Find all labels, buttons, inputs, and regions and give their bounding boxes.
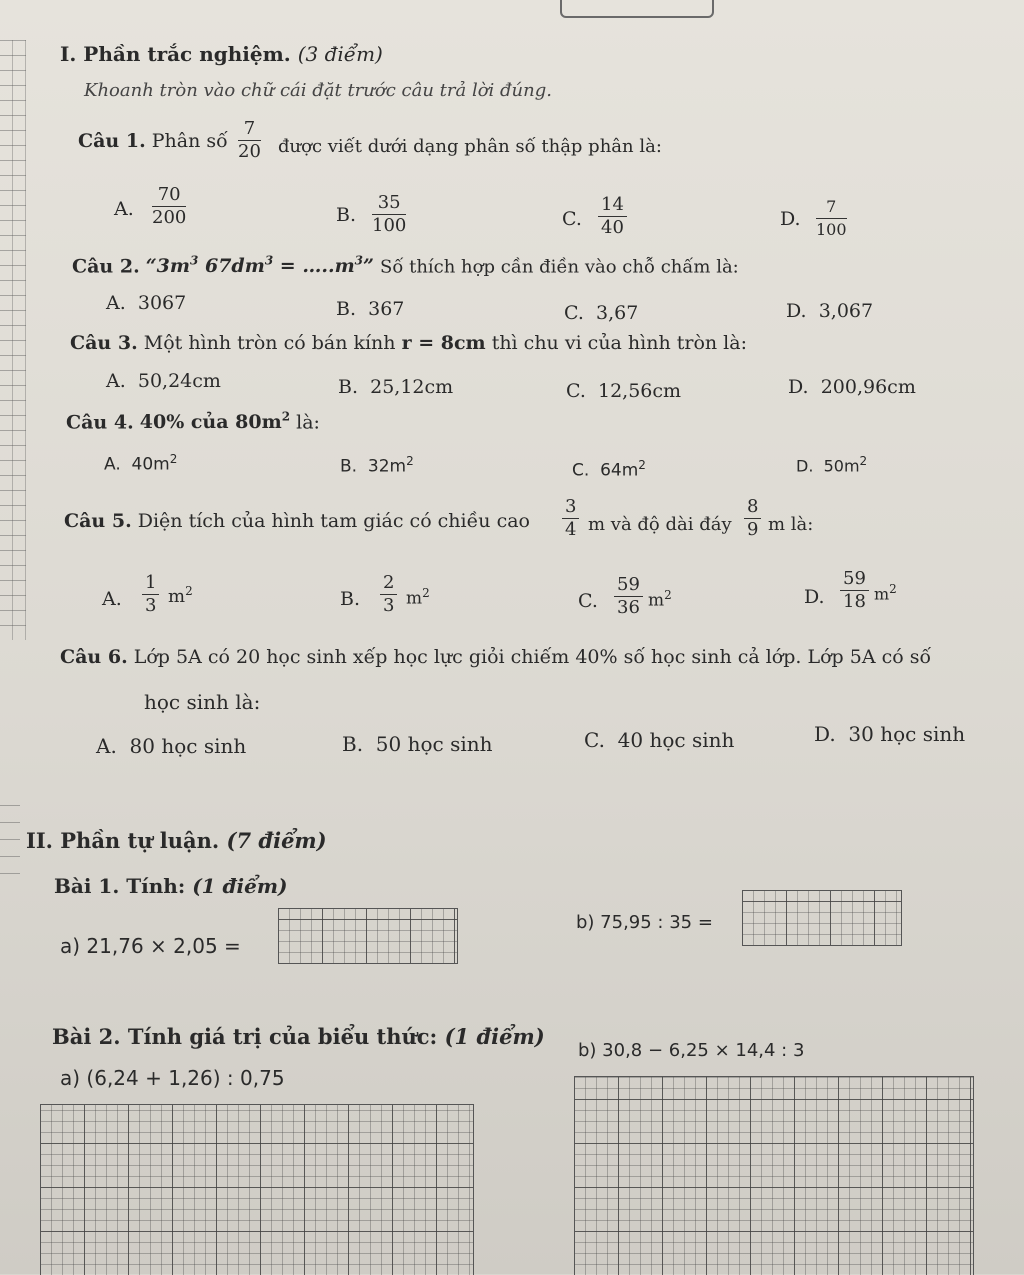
part2-heading [26,828,327,853]
q5-option-b-unit-text: m [406,588,423,609]
bai1-title [54,874,287,898]
q3-option-b-value: 25,12cm [370,376,454,398]
q5-option-d-num: 59 [840,568,869,591]
q1-option-c-num: 14 [598,194,627,217]
q2-option-c [564,302,638,324]
q3-option-a [106,370,221,392]
q1-text-after: được viết dưới dạng phân số thập phân là: [278,136,662,157]
q1-option-a-den: 200 [152,207,187,228]
q6-option-a-value: 80 học sinh [129,734,247,758]
q3-option-d-letter: D. [788,376,809,398]
q1-option-b-den: 100 [372,215,407,236]
q4-option-d [796,454,867,475]
q1-frac-num: 7 [238,118,261,141]
q6-option-b-value: 50 học sinh [375,732,493,756]
q6-option-c-value: 40 học sinh [617,728,735,752]
q6-option-a-letter: A. [96,734,117,758]
q5-option-d-unit [874,582,897,603]
q5-option-a-sq: 2 [185,584,193,598]
bai2-a-grid[interactable] [40,1104,474,1275]
q2-option-b-letter: B. [336,298,357,320]
q2-option-d-letter: D. [786,300,807,322]
margin-grid-lower [0,790,20,890]
q1-fraction [238,118,261,163]
q4-option-d-letter: D. [796,456,814,476]
q4-sq: 2 [281,410,291,424]
q1-option-b-num: 35 [372,192,406,215]
q4-option-b [340,454,414,477]
q1-option-b [372,192,406,237]
q1-option-c-den: 40 [601,217,624,238]
q5-option-a [142,572,159,617]
margin-grid [0,40,26,640]
q2-cube-1: 3 [190,254,199,268]
q3-option-b-letter: B. [338,376,359,398]
bai2-title-text: Bài 2. Tính giá trị của biểu thức: [52,1024,438,1049]
q5-option-a-unit-text: m [168,586,186,607]
q1-label: Câu 1. [78,130,146,152]
q5-option-d-den: 18 [843,591,866,612]
q4-option-a-value: 40m [131,454,170,475]
q3-option-a-value: 50,24cm [137,370,221,392]
q5-option-d-unit-text: m [874,584,890,604]
q4-option-a-sq: 2 [169,452,178,466]
q1-option-d [816,196,847,241]
q4-option-c [572,458,646,481]
q5-height-fraction [562,496,579,541]
q2-option-b [336,298,404,320]
q6-option-d-value: 30 học sinh [848,722,966,746]
q2-label: Câu 2. [72,255,140,278]
q5-option-a-den: 3 [145,595,157,616]
q3-radius: r = 8cm [401,332,486,354]
part1-heading-text: I. Phần trắc nghiệm. [60,42,291,66]
q6-line1 [60,646,931,668]
part2-heading-text: II. Phần tự luận. [26,828,220,853]
bai2-b-grid[interactable] [574,1076,974,1275]
q4-text-b: là: [296,411,320,434]
q3-label: Câu 3. [70,332,138,354]
q2-option-d-value: 3,067 [818,300,874,322]
part1-points: (3 điểm) [297,42,383,66]
q1-option-d-num: 7 [816,196,847,219]
q2-expression [146,255,374,277]
q3-option-c-letter: C. [566,380,586,402]
bai1-b: b) 75,95 : 35 = [576,912,713,933]
q5-option-b-num: 2 [380,572,397,595]
part1-instruction: Khoanh tròn vào chữ cái đặt trước câu trả lời đúng. [84,80,552,101]
q1-text-before: Phân số [151,130,228,152]
bai2-b: b) 30,8 − 6,25 × 14,4 : 3 [578,1040,805,1061]
q5-option-d-letter: D. [804,586,825,608]
q3-option-c-value: 12,56cm [598,380,682,402]
q4-option-a [104,452,177,475]
q4-stem [66,410,320,433]
q4-option-c-sq: 2 [638,458,646,472]
q5-option-d [840,568,869,613]
q4-text-a: 40% của 80m [139,411,282,434]
q4-expression [140,411,290,433]
q3-option-c [566,380,681,402]
q5-option-c-num: 59 [614,574,643,597]
q2-option-a [106,292,186,314]
q3-option-b [338,376,453,398]
q6-line1-text: Lớp 5A có 20 học sinh xếp học lực giỏi chiếm 40% số học sinh cả lớp. Lớp 5A có số [133,646,932,668]
q6-line2: học sinh là: [144,690,261,714]
q2-text: Số thích hợp cần điền vào chỗ chấm là: [380,256,739,278]
q1-option-b-letter: B. [336,204,357,226]
q2-option-a-letter: A. [106,292,126,314]
q5-option-b-unit [406,586,430,609]
q1-frac-den: 20 [238,141,261,162]
q2-option-c-value: 3,67 [596,302,639,324]
q1-option-d-letter: D. [780,208,801,230]
q4-label: Câu 4. [66,411,134,434]
q5-stem [64,510,530,532]
q4-option-d-sq: 2 [859,454,868,468]
q1-option-c-letter: C. [562,208,582,230]
q5-text-a: Diện tích của hình tam giác có chiều cao [137,510,530,532]
q5-option-c-den: 36 [617,597,640,618]
q5-b-num: 8 [744,496,761,519]
q3-text-b: thì chu vi của hình tròn là: [491,332,747,354]
q4-option-a-letter: A. [104,454,121,475]
q5-option-c-unit [648,588,672,611]
q2-option-c-letter: C. [564,302,584,324]
bai1-a-grid[interactable] [278,908,458,964]
q3-option-a-letter: A. [106,370,126,392]
q6-option-d [814,722,965,746]
q2-cube-2: 3 [264,254,274,268]
q5-label: Câu 5. [64,510,132,532]
q5-option-b-den: 3 [383,595,395,616]
q6-option-a [96,734,246,758]
q6-option-d-letter: D. [814,722,836,746]
bai1-title-text: Bài 1. Tính: [54,874,186,898]
q2-option-d [786,300,873,322]
q4-option-b-letter: B. [340,456,358,477]
q6-option-c-letter: C. [584,728,605,752]
bai2-points: (1 điểm) [444,1024,545,1049]
q4-option-b-value: 32m [367,456,407,477]
q1-option-a [152,184,186,229]
q5-option-b-letter: B. [340,588,361,610]
bai1-a: a) 21,76 × 2,05 = [60,934,241,958]
bai2-title [52,1024,545,1049]
q5-text-c: m là: [768,514,814,535]
q1-option-a-num: 70 [152,184,186,207]
q5-option-b-sq: 2 [422,586,430,600]
q3-option-d [788,376,916,398]
q5-text-b: m và độ dài đáy [588,514,732,535]
q6-option-c [584,728,734,752]
part1-heading [60,42,383,66]
q5-h-num: 3 [562,496,579,519]
q4-option-c-value: 64m [600,460,639,481]
part2-points: (7 điểm) [226,828,327,853]
q6-label: Câu 6. [60,646,128,668]
q5-option-b [380,572,397,617]
q1-option-a-letter: A. [114,198,134,220]
q6-option-b [342,732,493,756]
header-box [560,0,714,18]
q2-cube-3: 3 [354,254,364,268]
q1-option-c [598,194,627,239]
bai2-a: a) (6,24 + 1,26) : 0,75 [60,1066,285,1090]
bai1-b-grid[interactable] [742,890,902,946]
q4-option-c-letter: C. [572,460,590,481]
q3-text-a: Một hình tròn có bán kính [143,332,396,354]
q5-base-fraction [744,496,761,541]
q5-option-c [614,574,643,619]
q2-option-a-value: 3067 [137,292,187,314]
q5-option-a-letter: A. [102,588,122,610]
q5-option-c-letter: C. [578,590,598,612]
q1-stem [78,130,228,152]
q2-stem [72,254,739,277]
q5-option-d-sq: 2 [889,582,897,596]
q2-expr-b: 67dm [198,255,265,278]
q4-option-d-value: 50m [823,456,860,476]
bai1-points: (1 điểm) [192,874,288,898]
q5-option-a-num: 1 [142,572,159,595]
q5-option-c-unit-text: m [648,590,665,611]
q1-option-d-den: 100 [816,220,847,239]
q2-option-b-value: 367 [368,298,405,320]
q2-expr-a: “3m [145,255,191,278]
q4-option-b-sq: 2 [406,454,414,468]
q6-option-b-letter: B. [342,732,364,756]
q5-b-den: 9 [747,519,759,540]
q2-expr-c: = …..m [273,255,355,278]
q3-stem [70,332,747,354]
q5-option-a-unit [168,584,193,607]
q5-option-c-sq: 2 [664,588,672,602]
q3-option-d-value: 200,96cm [820,376,916,398]
q2-expr-d: ” [363,255,374,278]
q5-h-den: 4 [565,519,577,540]
